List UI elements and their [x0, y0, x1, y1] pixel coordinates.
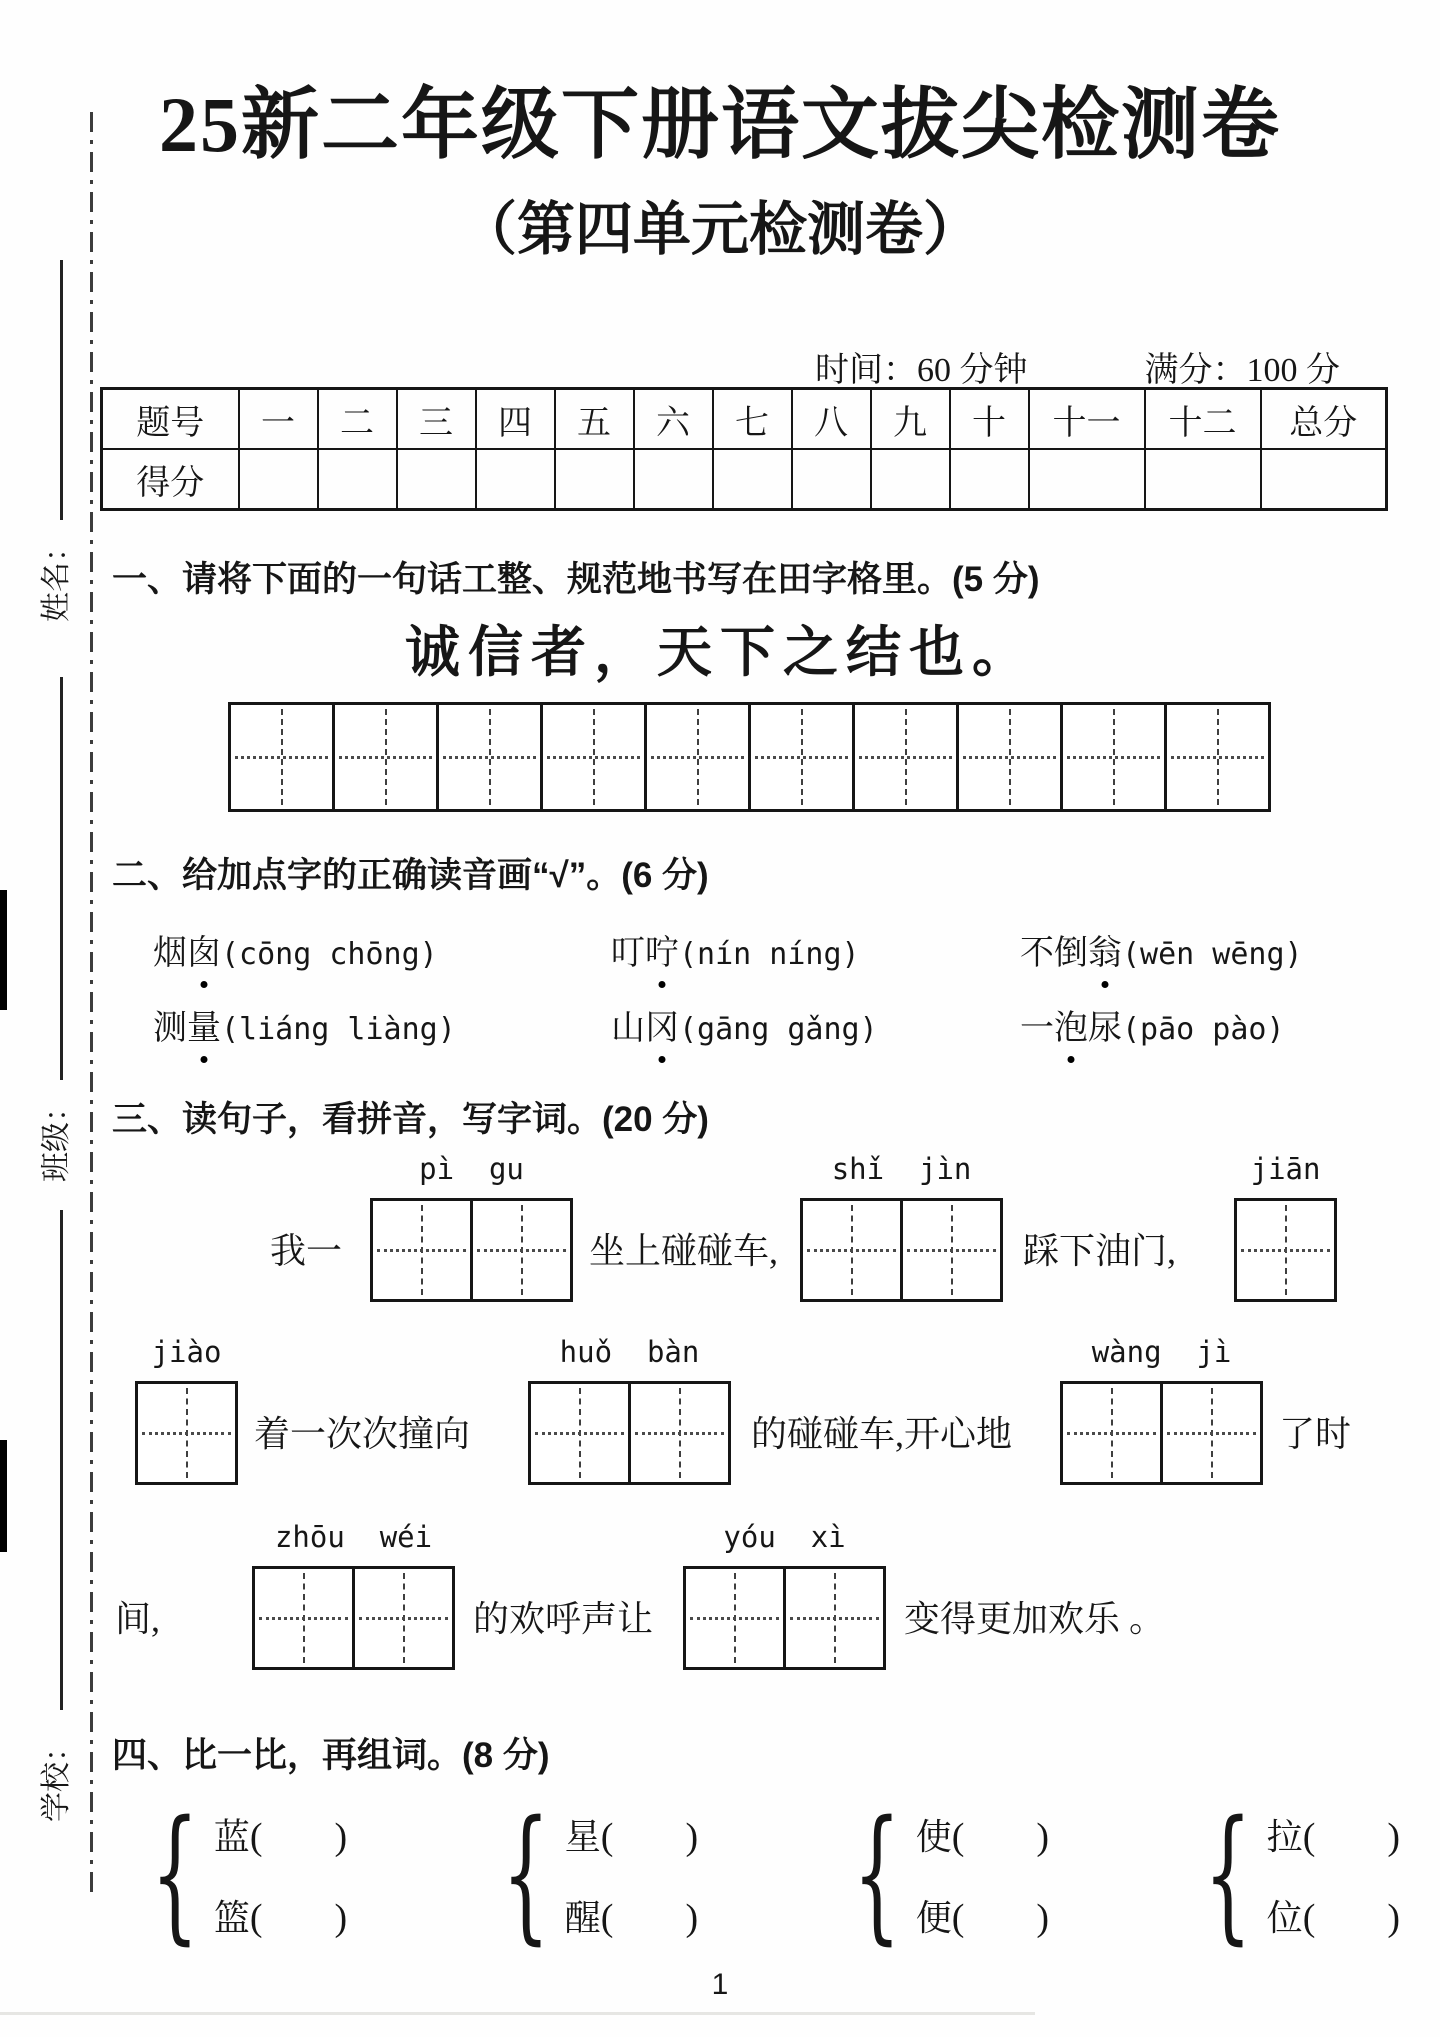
pinyin-options: (nín níng): [679, 937, 860, 972]
word-text: 测: [153, 1010, 187, 1047]
grid-cell: [135, 1381, 238, 1485]
word-text: 山: [611, 1010, 645, 1047]
grid-cell: [1164, 702, 1271, 812]
score-cell-blank: [713, 449, 792, 510]
pinyin-hint: jiào: [151, 1335, 222, 1369]
pinyin-hint: wàng jì: [1091, 1335, 1232, 1369]
answer-grid-box: [800, 1198, 1003, 1302]
dotted-character: 咛: [645, 925, 679, 974]
dotted-character: 囱: [187, 925, 221, 974]
brace-icon: {: [150, 1790, 199, 1959]
word-entry: [1267, 1890, 1400, 1941]
grid-cell: [748, 702, 855, 812]
score-cell-blank: [634, 449, 713, 510]
grid-cell: [1060, 1381, 1163, 1485]
scan-artifact: [0, 1440, 7, 1552]
grid-cell: [783, 1566, 886, 1670]
character: 使: [915, 1817, 952, 1857]
score-cell-blank: [871, 449, 950, 510]
pinyin-sentence-line-3: [115, 1520, 1165, 1670]
brace-icon: {: [1203, 1790, 1252, 1959]
word-text: 烟: [153, 935, 187, 972]
pinyin-hint: yóu xì: [723, 1520, 846, 1554]
pronunciation-item: [153, 1000, 456, 1049]
score-row-header: 得分: [102, 449, 239, 510]
section3-heading: 三、读句子，看拼音，写字词。(20 分): [112, 1100, 709, 1139]
paren-open: (: [951, 1816, 965, 1858]
score-cell-blank: [318, 449, 397, 510]
section4-heading: 四、比一比，再组词。(8 分): [112, 1736, 550, 1775]
score-cell-blank: [476, 449, 555, 510]
sentence-text: 变得更加欢乐 。: [904, 1599, 1166, 1639]
scan-artifact-line: [0, 2012, 1035, 2015]
paren-open: (: [600, 1897, 614, 1939]
score-table: [100, 387, 1388, 511]
pinyin-answer-box: [800, 1152, 1003, 1302]
paren-close: ): [685, 1816, 699, 1858]
score-table-col-header: 七: [713, 389, 792, 450]
pronunciation-item: [1020, 925, 1303, 974]
paren-open: (: [951, 1897, 965, 1939]
pinyin-hint: zhōu wéi: [274, 1520, 433, 1554]
sentence-text: 了时: [1279, 1414, 1352, 1454]
word-entry: [1267, 1809, 1400, 1860]
pinyin-answer-box: [528, 1335, 731, 1485]
pinyin-sentence-line-1: [115, 1152, 1337, 1302]
section2-heading: 二、给加点字的正确读音画“√”。(6 分): [112, 856, 709, 895]
word-text: 叮: [611, 935, 645, 972]
school-label: 学校：: [40, 1732, 73, 1822]
section1-heading: 一、请将下面的一句话工整、规范地书写在田字格里。(5 分): [112, 560, 1040, 599]
word-pair-group: [840, 1790, 1050, 1959]
scan-artifact: [0, 890, 7, 1010]
grid-cell: [683, 1566, 786, 1670]
pinyin-sentence-line-2: [115, 1335, 1351, 1485]
answer-grid-box: [1234, 1198, 1337, 1302]
paren-open: (: [1302, 1897, 1316, 1939]
score-table-header-row: [102, 389, 1387, 450]
dotted-character: 泡: [1054, 1000, 1088, 1049]
grid-cell: [528, 1381, 631, 1485]
pinyin-options: (cōng chōng): [221, 937, 438, 972]
answer-grid-box: [135, 1381, 238, 1485]
word-pair-group: [1191, 1790, 1400, 1959]
word-entry: [565, 1890, 698, 1941]
score-table-col-header: 五: [555, 389, 634, 450]
grid-cell: [1234, 1198, 1337, 1302]
answer-grid-box: [370, 1198, 573, 1302]
answer-grid-box: [528, 1381, 731, 1485]
score-table-col-header: 八: [792, 389, 871, 450]
paren-open: (: [249, 1897, 263, 1939]
time-label: 时间：60 分钟: [815, 352, 1028, 389]
grid-cell: [800, 1198, 903, 1302]
score-cell-blank: [1145, 449, 1261, 510]
character: 拉: [1266, 1817, 1303, 1857]
grid-cell: [352, 1566, 455, 1670]
word-entry: [565, 1809, 698, 1860]
word-entry: [916, 1809, 1049, 1860]
copy-sentence: 诚信者，天下之结也。: [404, 622, 1035, 683]
score-table-col-header: 九: [871, 389, 950, 450]
character: 便: [915, 1898, 952, 1938]
paren-close: ): [334, 1816, 348, 1858]
grid-cell: [470, 1198, 573, 1302]
pinyin-hint: pì gu: [419, 1152, 524, 1186]
pinyin-hint: jiān: [1250, 1152, 1321, 1186]
score-table-col-header: 十二: [1145, 389, 1261, 450]
sentence-text: 着一次次撞向: [254, 1414, 471, 1454]
score-table-col-header: 十一: [1029, 389, 1145, 450]
pinyin-options: (wēn wēng): [1122, 937, 1303, 972]
score-cell-blank: [792, 449, 871, 510]
word-entry: [916, 1890, 1049, 1941]
full-score-label: 满分：100 分: [1144, 352, 1340, 389]
pinyin-answer-box: [135, 1335, 238, 1485]
pronunciation-item: [153, 925, 438, 974]
word-text: 一: [1020, 1010, 1054, 1047]
character: 篮: [213, 1898, 250, 1938]
class-fill-line: [60, 677, 63, 1080]
character: 蓝: [213, 1817, 250, 1857]
pinyin-answer-box: [1234, 1152, 1337, 1302]
page-number: 1: [711, 1968, 729, 2001]
name-fill-line: [60, 260, 63, 520]
brace-icon: {: [501, 1790, 550, 1959]
word-pairs-row: [138, 1790, 1400, 1959]
grid-cell: [900, 1198, 1003, 1302]
score-cell-blank: [1029, 449, 1145, 510]
word-pair-group: [138, 1790, 348, 1959]
score-table-col-header: 二: [318, 389, 397, 450]
question-number-header: 题号: [102, 389, 239, 450]
pinyin-hint: shǐ jìn: [831, 1152, 972, 1186]
paren-open: (: [600, 1816, 614, 1858]
brace-icon: {: [852, 1790, 901, 1959]
grid-cell: [252, 1566, 355, 1670]
answer-grid-box: [683, 1566, 886, 1670]
pronunciation-item: [1020, 1000, 1285, 1049]
grid-cell: [436, 702, 543, 812]
grid-cell: [332, 702, 439, 812]
sentence-text: 的碰碰车,开心地: [751, 1414, 1013, 1454]
paren-open: (: [1302, 1816, 1316, 1858]
paren-open: (: [249, 1816, 263, 1858]
score-cell-blank: [239, 449, 318, 510]
pinyin-options: (liáng liàng): [221, 1012, 456, 1047]
name-label: 姓名：: [40, 532, 73, 622]
pinyin-answer-box: [1060, 1335, 1263, 1485]
pinyin-hint: huǒ bàn: [559, 1335, 700, 1369]
paren-close: ): [1387, 1897, 1400, 1939]
class-label: 班级：: [40, 1092, 73, 1182]
score-cell-blank: [950, 449, 1029, 510]
score-cell-blank: [397, 449, 476, 510]
pronunciation-item: [611, 925, 860, 974]
character: 醒: [564, 1898, 601, 1938]
score-cell-blank: [555, 449, 634, 510]
grid-cell: [956, 702, 1063, 812]
pinyin-options: (pāo pào): [1122, 1012, 1285, 1047]
word-entry: [214, 1809, 347, 1860]
binding-dashed-line: [90, 112, 93, 1894]
grid-cell: [540, 702, 647, 812]
paren-close: ): [1387, 1816, 1400, 1858]
grid-cell: [1060, 702, 1167, 812]
sentence-text: 我一: [270, 1231, 343, 1271]
dotted-character: 翁: [1088, 925, 1122, 974]
page-subtitle: （第四单元检测卷）: [458, 197, 981, 262]
writing-grid: [228, 702, 1271, 812]
paren-close: ): [685, 1897, 699, 1939]
score-table-col-header: 六: [634, 389, 713, 450]
school-fill-line: [60, 1210, 63, 1710]
pinyin-answer-box: [683, 1520, 886, 1670]
paren-close: ): [334, 1897, 348, 1939]
score-cell-blank: [1261, 449, 1387, 510]
answer-grid-box: [1060, 1381, 1263, 1485]
score-table-col-header: 总分: [1261, 389, 1387, 450]
word-entry: [214, 1890, 347, 1941]
paren-close: ): [1036, 1816, 1050, 1858]
pinyin-options: (gāng gǎng): [679, 1012, 878, 1047]
dotted-character: 冈: [645, 1000, 679, 1049]
word-pair-group: [489, 1790, 699, 1959]
score-table-col-header: 三: [397, 389, 476, 450]
grid-cell: [228, 702, 335, 812]
character: 星: [564, 1817, 601, 1857]
grid-cell: [370, 1198, 473, 1302]
page-title: 25新二年级下册语文拔尖检测卷: [158, 81, 1281, 168]
sentence-text: 踩下油门,: [1023, 1231, 1177, 1271]
character: 位: [1266, 1898, 1303, 1938]
sentence-text: 间,: [115, 1599, 161, 1639]
score-table-score-row: [102, 449, 1387, 510]
word-text: 尿: [1088, 1010, 1122, 1047]
exam-info-line: [815, 342, 1340, 391]
pronunciation-item: [611, 1000, 878, 1049]
score-table-col-header: 十: [950, 389, 1029, 450]
paren-close: ): [1036, 1897, 1050, 1939]
grid-cell: [852, 702, 959, 812]
grid-cell: [644, 702, 751, 812]
answer-grid-box: [252, 1566, 455, 1670]
grid-cell: [628, 1381, 731, 1485]
score-table-col-header: 一: [239, 389, 318, 450]
pinyin-answer-box: [252, 1520, 455, 1670]
word-text: 不倒: [1020, 935, 1088, 972]
grid-cell: [1160, 1381, 1263, 1485]
score-table-col-header: 四: [476, 389, 555, 450]
dotted-character: 量: [187, 1000, 221, 1049]
sentence-text: 坐上碰碰车,: [589, 1231, 779, 1271]
sentence-text: 的欢呼声让: [473, 1599, 654, 1639]
pinyin-answer-box: [370, 1152, 573, 1302]
